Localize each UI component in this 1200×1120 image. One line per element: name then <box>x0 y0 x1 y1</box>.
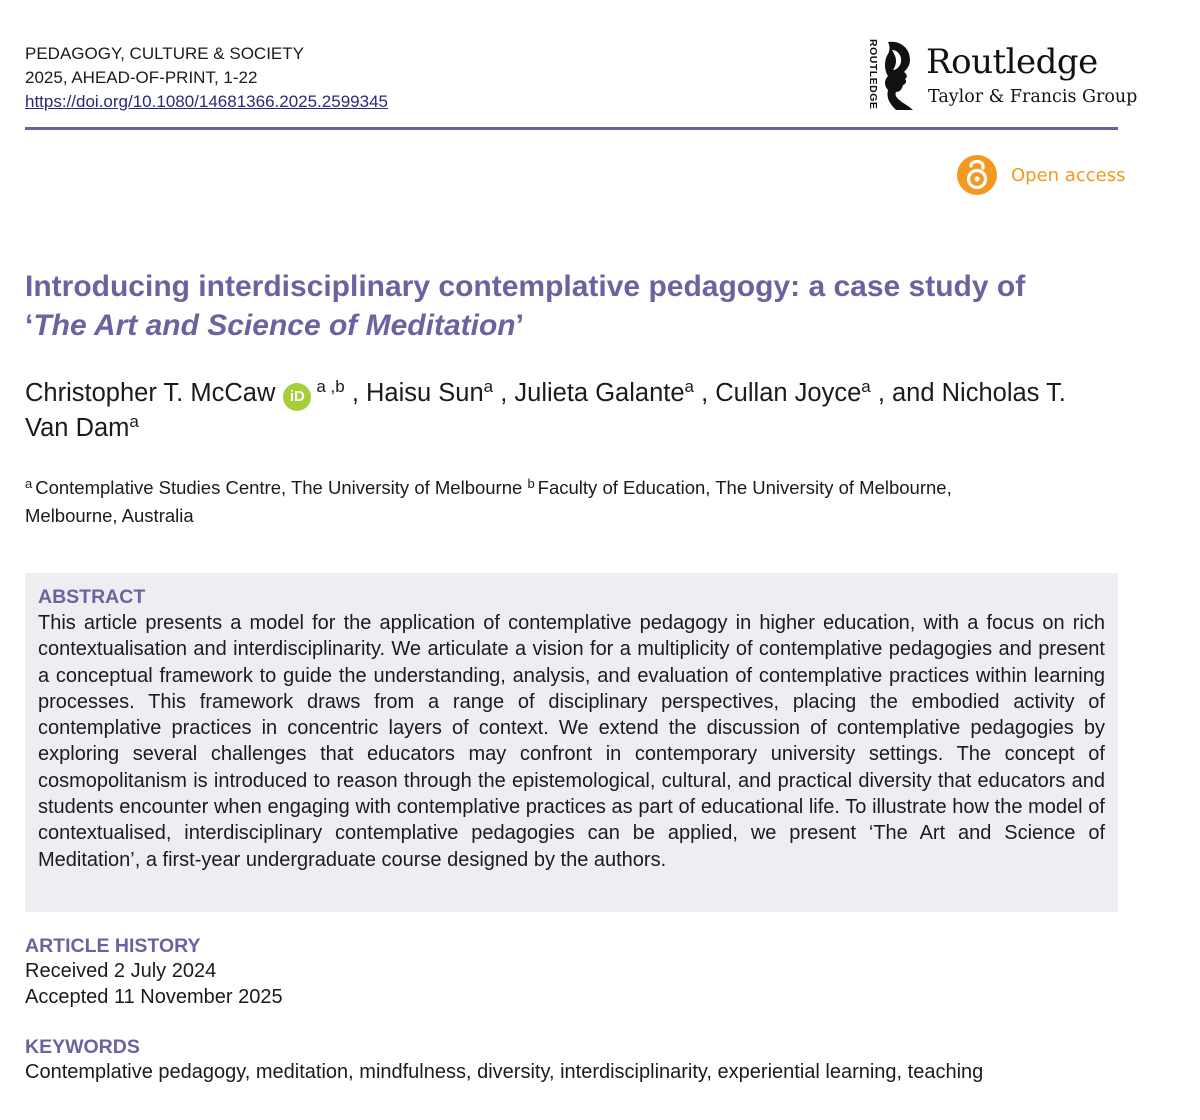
author-affiliation-sup: a <box>483 377 494 396</box>
journal-name: PEDAGOGY, CULTURE & SOCIETY <box>25 44 304 63</box>
received-date: Received 2 July 2024 <box>25 960 217 982</box>
author-name[interactable]: Cullan Joyce <box>715 379 862 407</box>
keywords-heading: KEYWORDS <box>25 1036 140 1058</box>
author-name[interactable]: Christopher T. McCaw <box>25 379 276 407</box>
affiliation-sup: a <box>25 476 33 491</box>
author-affiliation-sup: a <box>684 377 694 396</box>
title-close-quote: ’ <box>515 309 524 342</box>
orcid-icon[interactable]: iD <box>283 383 311 411</box>
article-title <box>25 267 1115 345</box>
title-main: Introducing interdisciplinary contemplative pedagogy: a case study of <box>25 270 1026 303</box>
article-history-heading: ARTICLE HISTORY <box>25 935 201 957</box>
open-access-badge[interactable] <box>957 154 1125 196</box>
author-affiliation-sup: a ,b <box>316 377 345 396</box>
author-affiliation-sup: a <box>861 377 871 396</box>
abstract-box <box>25 573 1118 912</box>
journal-meta <box>25 42 388 114</box>
journal-issue: 2025, AHEAD-OF-PRINT, 1-22 <box>25 68 258 87</box>
article-history <box>25 934 825 1010</box>
author-separator-and[interactable]: , and Nicholas T. <box>877 379 1066 407</box>
title-italic: The Art and Science of Meditation <box>33 309 516 342</box>
keywords-text: Contemplative pedagogy, meditation, mindfulness, diversity, interdisciplinarity, experiential learning, teaching <box>25 1061 984 1083</box>
routledge-head-icon <box>880 40 916 112</box>
doi-link[interactable]: https://doi.org/10.1080/14681366.2025.2599345 <box>25 92 388 111</box>
publisher-name: Routledge <box>926 42 1098 82</box>
affiliation-text: Contemplative Studies Centre, The University of Melbourne <box>35 477 523 498</box>
affiliation-text: Faculty of Education, The University of Melbourne, <box>537 477 952 498</box>
keywords-section <box>25 1035 1120 1086</box>
author-name[interactable]: Van Dam <box>25 414 130 442</box>
header-divider <box>25 127 1118 130</box>
author-affiliation-sup: a <box>129 412 139 431</box>
publisher-vertical-wordmark: ROUTLEDGE <box>867 39 879 110</box>
author-name[interactable]: Julieta Galante <box>514 379 685 407</box>
publisher-logo[interactable] <box>864 39 1138 114</box>
accepted-date: Accepted 11 November 2025 <box>25 986 283 1008</box>
open-access-label: Open access <box>1011 164 1126 186</box>
title-open-quote: ‘ <box>25 309 34 342</box>
author-list: Christopher T. McCaw iD$^{a ,b}$ , Haisu Sun$^a$ , Julieta Galante$^a$ , Cullan Joyce$^a$ , and Nicholas T. Van Dam$^a$ <box>25 377 1066 442</box>
abstract-heading: ABSTRACT <box>38 586 146 608</box>
publisher-group: Taylor & Francis Group <box>928 87 1138 107</box>
abstract-text: This article presents a model for the application of contemplative pedagogy in higher education, with a focus on rich contextualisation and interdisciplinarity. We articulate a vision for a multiplicity of contemplative pedagogies and present a conceptual framework to guide the understanding, analysis, and evaluation of contemplative practices within learning processes. This framework draws from a range of disciplinary perspectives, placing the embodied activity of contemplative practices in concentric layers of context. We extend the discussion of contemplative pedagogies by exploring several challenges that educators may confront in contemporary university settings. The concept of cosmopolitanism is introduced to reason through the epistemological, cultural, and practical diversity that educators and students encounter when engaging with contemplative practices as part of educational life. To illustrate how the model of contextualised, interdisciplinary contemplative pedagogies can be applied, we present ‘The Art and Science of Meditation’, a first-year undergraduate course designed by the authors. <box>38 612 1105 871</box>
author-name[interactable]: Haisu Sun <box>366 379 484 407</box>
open-access-lock-icon <box>957 155 997 195</box>
affiliations <box>25 474 1120 530</box>
affiliation-sup: b <box>527 476 535 491</box>
affiliation-text: Melbourne, Australia <box>25 505 194 526</box>
